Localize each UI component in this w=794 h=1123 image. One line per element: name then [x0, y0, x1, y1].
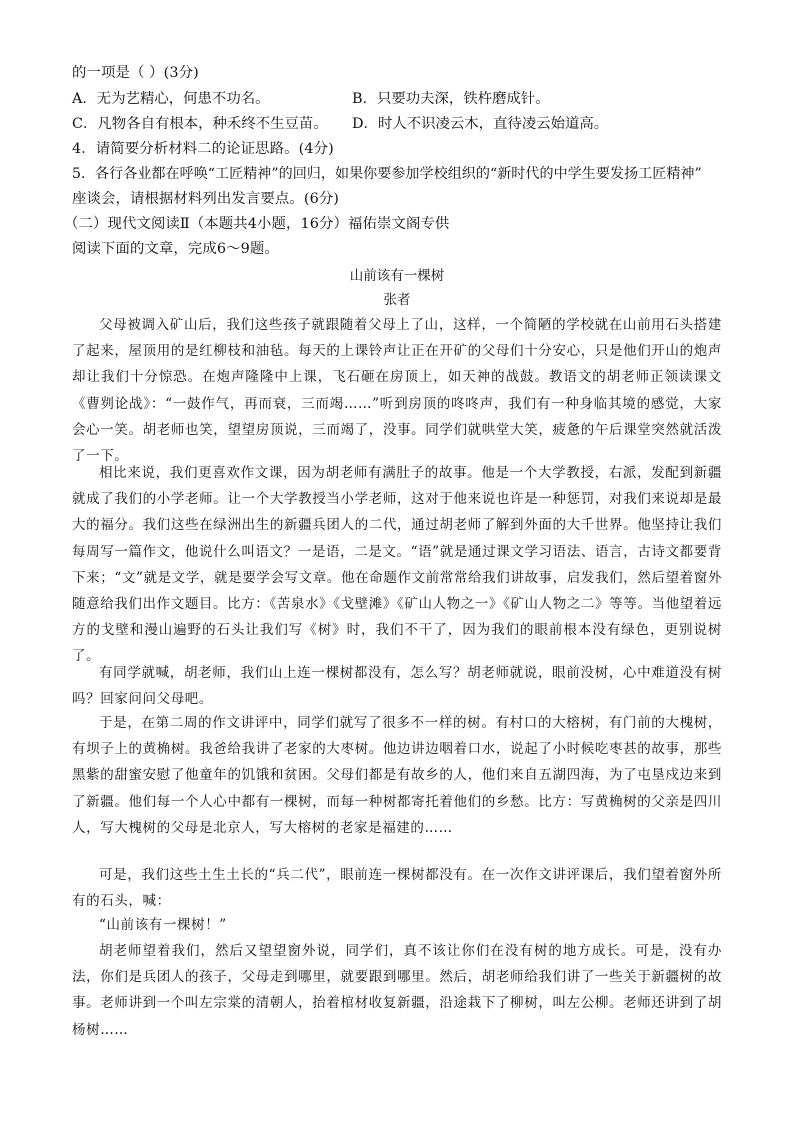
question-5-line-2: 座谈会，请根据材料列出发言要点。(6分)	[72, 191, 340, 207]
article-paragraph-5: 可是，我们这些土生土长的“兵二代”，眼前连一棵树都没有。在一次作文讲评课后，我们望着窗外所有的石头，喊：	[72, 867, 722, 910]
option-text: 时人不识凌云木，直待凌云始道高。	[377, 116, 609, 132]
article-author: 张者	[383, 292, 411, 308]
section-heading: （二）现代文阅读Ⅱ（本题共4小题，16分）福佑崇文阁专供	[64, 216, 450, 232]
article-paragraph-6: “山前该有一棵树！”	[99, 917, 227, 933]
option-letter: B．	[352, 91, 377, 107]
article-paragraph-4: 于是，在第二周的作文讲评中，同学们就写了很多不一样的树。有村口的大榕树，有门前的大槐树，有坝子上的黄桷树。我爸给我讲了老家的大枣树。他边讲边咽着口水，说起了小时候吃枣甚的故事，那些黑紫的甜蜜安慰了他童年的饥饿和贫困。父母们都是有故乡的人，他们来自五湖四海，为了屯垦戍边来到了新疆。他们每一个人心中都有一棵树，而每一种树都寄托着他们的乡愁。比方：写黄桷树的父亲是四川人，写大槐树的父母是北京人，写大榕树的老家是福建的……	[72, 715, 722, 836]
section-instruction: 阅读下面的文章，完成6～9题。	[72, 241, 279, 257]
article-paragraph-3: 有同学就喊，胡老师，我们山上连一棵树都没有，怎么写？胡老师就说，眼前没树，心中难道没有树吗？回家问问父母吧。	[72, 665, 722, 708]
question-4: 4．请简要分析材料二的论证思路。(4分)	[72, 141, 334, 157]
option-c	[72, 113, 328, 135]
option-letter: A．	[72, 91, 97, 107]
option-letter: C．	[72, 116, 98, 132]
option-letter: D．	[352, 116, 378, 132]
option-b	[352, 88, 550, 110]
option-text: 只要功夫深，铁杵磨成针。	[376, 91, 550, 107]
option-text: 凡物各自有根本，种禾终不生豆苗。	[97, 116, 328, 132]
article-title: 山前该有一棵树	[349, 268, 445, 284]
q3-stem-end: 的一项是（ ）(3分)	[72, 65, 199, 81]
question-5-line-1: 5．各行各业都在呼唤“工匠精神”的回归，如果你要参加学校组织的“新时代的中学生要发扬工匠精神”	[72, 166, 702, 182]
article-paragraph-1: 父母被调入矿山后，我们这些孩子就跟随着父母上了山，这样，一个简陋的学校就在山前用石头搭建了起来，屋顶用的是红柳枝和油毡。每天的上课铃声让正在开矿的父母们十分安心，只是他们开山的炮声却让我们十分惊恐。在炮声隆隆中上课，飞石砸在房顶上，如天神的战鼓。教语文的胡老师正领读课文《曹刿论战》：“一鼓作气，再而衰，三而竭……”听到房顶的咚咚声，我们有一种身临其境的感觉，大家会心一笑。胡老师也笑，望望房顶说，三而竭了，没事。同学们就哄堂大笑，疲惫的午后课堂突然就活泼了一下。	[72, 317, 722, 465]
option-a	[72, 88, 270, 110]
option-text: 无为艺精心，何患不功名。	[96, 91, 270, 107]
article-paragraph-7: 胡老师望着我们，然后又望望窗外说，同学们，真不该让你们在没有树的地方成长。可是，没有办法，你们是兵团人的孩子，父母走到哪里，就要跟到哪里。然后，胡老师给我们讲了一些关于新疆树的故事。老师讲到一个叫左宗棠的清朝人，抬着棺材收复新疆，沿途栽下了柳树，叫左公柳。老师还讲到了胡杨树……	[72, 943, 722, 1038]
article-paragraph-2: 相比来说，我们更喜欢作文课，因为胡老师有满肚子的故事。他是一个大学教授，右派，发配到新疆就成了我们的小学老师。让一个大学教授当小学老师，这对于他来说也许是一种惩罚，对我们来说却是最大的福分。我们这些在绿洲出生的新疆兵团人的二代，通过胡老师了解到外面的大千世界。他坚持让我们每周写一篇作文，他说什么叫语文？一是语，二是文。“语”就是通过课文学习语法、语言，古诗文都要背下来；“文”就是文学，就是要学会写文章。他在命题作文前常常给我们讲故事，启发我们，然后望着窗外随意给我们出作文题目。比方：《苦泉水》《戈壁滩》《矿山人物之一》《矿山人物之二》等等。当他望着远方的戈壁和漫山遍野的石头让我们写《树》时，我们不干了，因为我们的眼前根本没有绿色，更别说树了。	[72, 465, 722, 665]
option-d	[352, 113, 608, 135]
